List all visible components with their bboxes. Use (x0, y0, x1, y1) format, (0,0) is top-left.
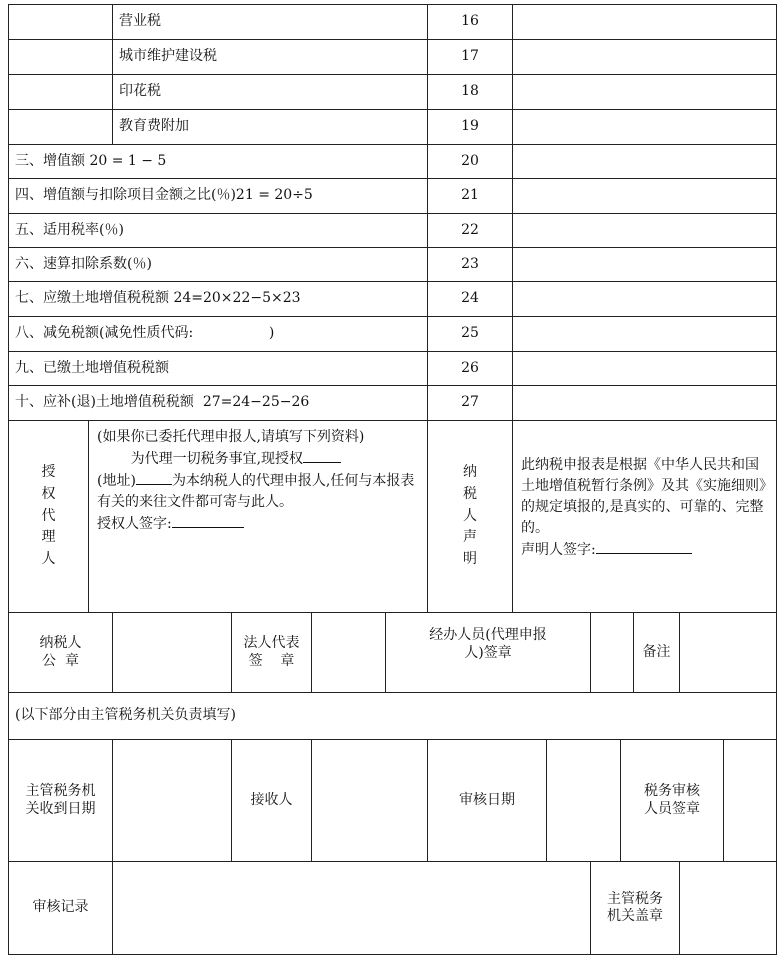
authorizer-signature (97, 513, 421, 535)
amount-cell-23[interactable] (513, 248, 777, 282)
vert-char: 明 (463, 551, 478, 568)
received-date-line1: 主管税务机 (25, 783, 96, 799)
reviewer-line1: 税务审核 (644, 783, 701, 799)
vert-char: 人 (41, 551, 56, 568)
agent-seal-line1: 经办人员(代理申报 (429, 627, 547, 643)
remarks-label: 备注 (634, 613, 680, 693)
tax-label-18: 印花税 (113, 75, 428, 110)
legal-rep-seal-cell[interactable] (312, 613, 386, 693)
address-blank[interactable] (136, 470, 172, 485)
row-number-18: 18 (428, 75, 513, 110)
amount-cell-20[interactable] (513, 145, 777, 179)
authority-seal-line1: 主管税务 (607, 890, 664, 907)
main-label-27: 十、应补(退)土地增值税税额 27=24−25−26 (9, 386, 428, 421)
main-label-26: 九、已缴土地增值税税额 (9, 352, 428, 386)
review-date-cell[interactable] (547, 740, 621, 862)
vert-char: 理 (41, 529, 56, 546)
declaration-statement: 此纳税申报表是根据《中华人民共和国土地增值税暂行条例》及其《实施细则》的规定填报的,是真实的、可靠的、完整的。 (521, 457, 767, 536)
row-number-24: 24 (428, 282, 513, 317)
legal-rep-line2: 签 章 (248, 652, 295, 669)
row-number-27: 27 (428, 386, 513, 421)
amount-cell-27[interactable] (513, 386, 777, 421)
vert-char: 权 (41, 485, 56, 502)
authorizer-signature-label: 授权人签字: (97, 516, 172, 532)
authorization-intro: (如果你已委托代理申报人,请填写下列资料) (97, 429, 365, 445)
row-number-17: 17 (428, 40, 513, 75)
declarant-signature-label: 声明人签字: (521, 542, 596, 558)
reviewer-seal-label (621, 740, 724, 862)
main-label-20: 三、增值额 20 = 1 − 5 (9, 145, 428, 179)
row-number-26: 26 (428, 352, 513, 386)
reviewer-line2: 人员签章 (644, 800, 701, 817)
remarks-cell[interactable] (680, 613, 777, 693)
authority-seal-cell[interactable] (680, 862, 777, 955)
form-table (8, 4, 777, 955)
authority-seal-line2: 机关盖章 (607, 908, 664, 924)
row-number-23: 23 (428, 248, 513, 282)
declarant-signature (521, 539, 770, 561)
receiver-label: 接收人 (232, 740, 312, 862)
authorization-agent-label (9, 421, 89, 613)
vert-char: 代 (41, 507, 56, 524)
tax-label-19: 教育费附加 (113, 110, 428, 145)
amount-cell-19[interactable] (513, 110, 777, 145)
main-label-21: 四、增值额与扣除项目金额之比(％)21 = 20÷5 (9, 179, 428, 214)
taxpayer-declaration-label (428, 421, 513, 613)
authorization-clause: 为本纳税人的代理申报人,任何与本报表有关的来往文件都可寄与此人。 (97, 473, 415, 510)
row-number-25: 25 (428, 317, 513, 352)
main-label-24: 七、应缴土地增值税税额 24=20×22−5×23 (9, 282, 428, 317)
legal-rep-line1: 法人代表 (243, 635, 300, 651)
row-number-21: 21 (428, 179, 513, 214)
vert-char: 税 (463, 485, 478, 502)
vert-char: 授 (41, 464, 56, 481)
declaration-text (513, 421, 777, 613)
row-number-16: 16 (428, 5, 513, 40)
blank-cell (9, 75, 113, 110)
amount-cell-17[interactable] (513, 40, 777, 75)
reviewer-seal-cell[interactable] (724, 740, 777, 862)
authorization-grant (97, 448, 421, 470)
amount-cell-25[interactable] (513, 317, 777, 352)
amount-cell-26[interactable] (513, 352, 777, 386)
agent-seal-label (386, 613, 591, 693)
row-number-19: 19 (428, 110, 513, 145)
row-number-20: 20 (428, 145, 513, 179)
tax-label-16: 营业税 (113, 5, 428, 40)
taxpayer-seal-line2: 公 章 (42, 652, 79, 669)
received-date-line2: 关收到日期 (25, 800, 96, 817)
agent-name-blank[interactable] (303, 448, 341, 463)
amount-cell-24[interactable] (513, 282, 777, 317)
tax-label-17: 城市维护建设税 (113, 40, 428, 75)
blank-cell (9, 40, 113, 75)
authorization-grant-text: 为代理一切税务事宜,现授权 (130, 451, 304, 467)
tax-return-form (8, 4, 767, 951)
review-record-cell[interactable] (113, 862, 591, 955)
agent-seal-line2: 人)签章 (464, 644, 512, 661)
agent-seal-cell[interactable] (591, 613, 634, 693)
review-record-label: 审核记录 (9, 862, 113, 955)
review-date-label: 审核日期 (428, 740, 547, 862)
vert-char: 人 (463, 507, 478, 524)
authority-seal-label (591, 862, 680, 955)
taxpayer-seal-line1: 纳税人 (39, 635, 82, 651)
address-label: (地址) (97, 473, 136, 489)
authorization-text (89, 421, 428, 613)
authorizer-signature-blank[interactable] (172, 513, 244, 528)
vert-char: 纳 (463, 464, 478, 481)
legal-rep-label (232, 613, 312, 693)
received-date-cell[interactable] (113, 740, 232, 862)
receiver-cell[interactable] (312, 740, 428, 862)
blank-cell (9, 110, 113, 145)
taxpayer-seal-label (9, 613, 113, 693)
amount-cell-22[interactable] (513, 214, 777, 248)
taxpayer-seal-cell[interactable] (113, 613, 232, 693)
vert-char: 声 (463, 529, 478, 546)
received-date-label (9, 740, 113, 862)
authority-note: (以下部分由主管税务机关负责填写) (9, 693, 777, 740)
declarant-signature-blank[interactable] (596, 539, 692, 554)
main-label-23: 六、速算扣除系数(％) (9, 248, 428, 282)
amount-cell-18[interactable] (513, 75, 777, 110)
main-label-25: 八、减免税额(减免性质代码: ) (9, 317, 428, 352)
blank-cell (9, 5, 113, 40)
amount-cell-21[interactable] (513, 179, 777, 214)
row-number-22: 22 (428, 214, 513, 248)
amount-cell-16[interactable] (513, 5, 777, 40)
main-label-22: 五、适用税率(％) (9, 214, 428, 248)
authorization-address (97, 470, 421, 513)
